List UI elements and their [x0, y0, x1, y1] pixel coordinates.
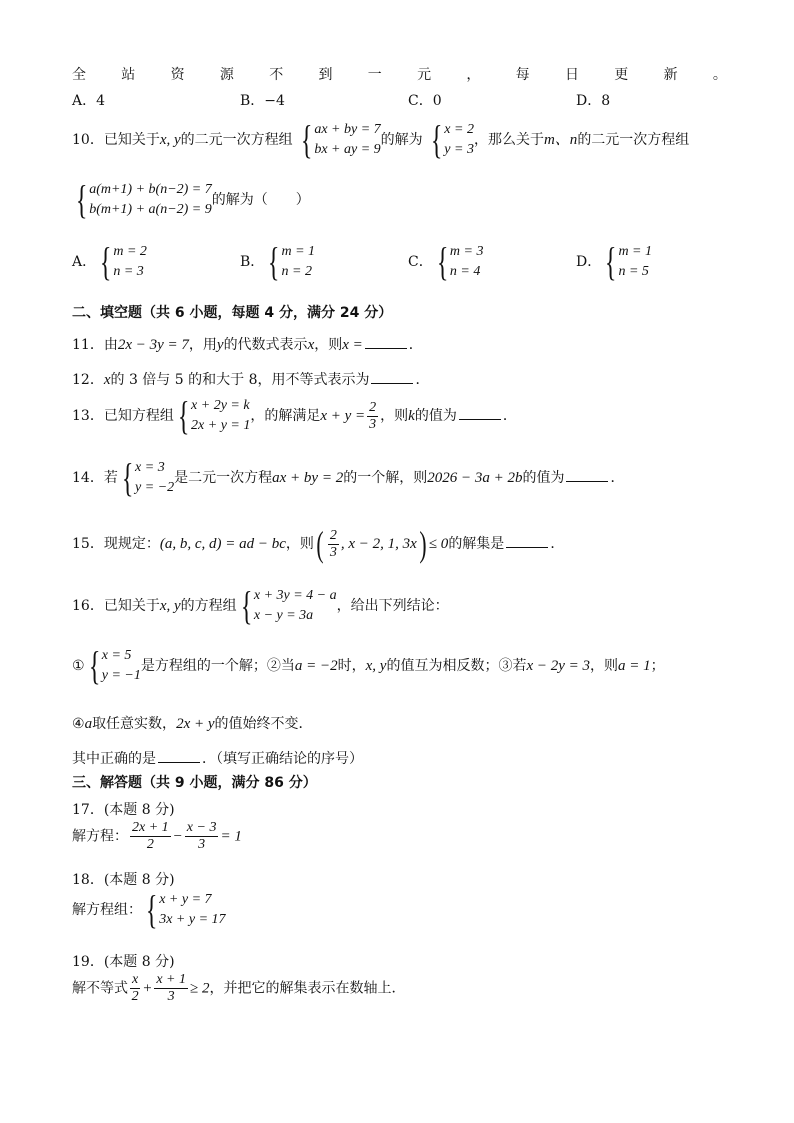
q10-option-d: D． { m = 1 n = 5: [576, 239, 652, 284]
header-char: 更: [614, 67, 629, 83]
q10-stem: 10．已知关于x, y的二元一次方程组 { ax + by = 7 bx + ay = 9 的解为 { x = 2 y = 3 ，那么关于m、n的二元一次方程组: [72, 117, 690, 162]
header-char: 元: [417, 67, 432, 83]
header-char: 日: [564, 67, 579, 83]
q10-system-2-line: { a(m+1) + b(n−2) = 7 b(m+1) + a(n−2) = 9 的解为（ ）: [72, 180, 310, 220]
header-char: 到: [318, 67, 333, 83]
q10-system-1: { ax + by = 7 bx + ay = 9: [300, 117, 381, 162]
question-16: 16．已知关于x, y的方程组 { x + 3y = 4 − a x − y = 3a ，给出下列结论：: [72, 583, 449, 628]
answer-blank[interactable]: [566, 469, 608, 482]
q9-option-a: A．4: [72, 93, 106, 109]
question-15: 15．现规定：(a, b, c, d) = ad − bc，则( $\frac{2}{3}$ , x − 2, 1, 3x) ≤ 0的解集是 ．: [72, 524, 565, 564]
q10-option-b: B． { m = 1 n = 2: [240, 239, 316, 284]
q10-option-a: A． { m = 2 n = 3: [72, 239, 147, 284]
answer-blank[interactable]: [365, 336, 407, 349]
question-16-conclusions-2: ④a取任意实数，2x + y的值始终不变．: [72, 716, 313, 732]
q10-system-2: { a(m+1) + b(n−2) = 7 b(m+1) + a(n−2) = 9: [75, 177, 212, 222]
header-char: 站: [121, 67, 136, 83]
question-18-title: 18．(本题 8 分): [72, 872, 175, 888]
header-char: ，: [466, 67, 481, 83]
q9-option-d: D．8: [576, 93, 611, 109]
question-16-conclusions-1: ① { x = 5 y = −1 是方程组的一个解；②当a = −2时，x, y的值互为相反数；③若x − 2y = 3，则a = 1；: [72, 643, 665, 688]
question-14: 14．若 { x = 3 y = −2 是二元一次方程ax + by = 2的一个解，则2026 − 3a + 2b的值为 ．: [72, 455, 625, 500]
q9-option-c: C．0: [408, 93, 442, 109]
header-char: 。: [712, 67, 727, 83]
question-19-title: 19．(本题 8 分): [72, 954, 175, 970]
q9-option-b: B．−4: [240, 93, 285, 109]
question-16-answer: 其中正确的是 ．（填写正确结论的序号）: [72, 751, 363, 767]
question-17-title: 17．(本题 8 分): [72, 802, 175, 818]
header-notice: [72, 64, 727, 84]
header-char: 资: [170, 67, 185, 83]
section-3-heading: 三、解答题（共 9 小题，满分 86 分）: [72, 775, 317, 791]
question-17: 解方程： $\frac{2x + 1}{2}$ − $\frac{x - 3}{3}$ = 1: [72, 820, 242, 852]
header-char: 一: [367, 67, 382, 83]
question-11: 11．由2x − 3y = 7，用y的代数式表示x，则x = ．: [72, 337, 423, 353]
fraction: $\frac{2}{3}$: [369, 399, 377, 432]
header-char: 每: [515, 67, 530, 83]
answer-blank[interactable]: [506, 535, 548, 548]
answer-blank[interactable]: [459, 407, 501, 420]
answer-blank[interactable]: [158, 750, 200, 763]
question-19: 解不等式 $\frac{x}{2}$ + $\frac{x + 1}{3}$ ≥ 2，并把它的解集表示在数轴上．: [72, 972, 406, 1004]
question-12: 12．x的 3 倍与 5 的和大于 8，用不等式表示为 ．: [72, 372, 430, 388]
header-char: 源: [219, 67, 234, 83]
question-18: 解方程组： { x + y = 7 3x + y = 17: [72, 887, 226, 932]
section-2-heading: 二、填空题（共 6 小题，每题 4 分，满分 24 分）: [72, 305, 393, 321]
header-char: 新: [663, 67, 678, 83]
q10-solution: { x = 2 y = 3: [430, 117, 474, 162]
header-char: 不: [269, 67, 284, 83]
answer-blank[interactable]: [371, 371, 413, 384]
header-char: 全: [72, 67, 86, 83]
q10-option-c: C． { m = 3 n = 4: [408, 239, 484, 284]
question-13: 13．已知方程组 { x + 2y = k 2x + y = 1 ，的解满足x + y = $\frac{2}{3}$ ，则k的值为 ．: [72, 393, 517, 438]
